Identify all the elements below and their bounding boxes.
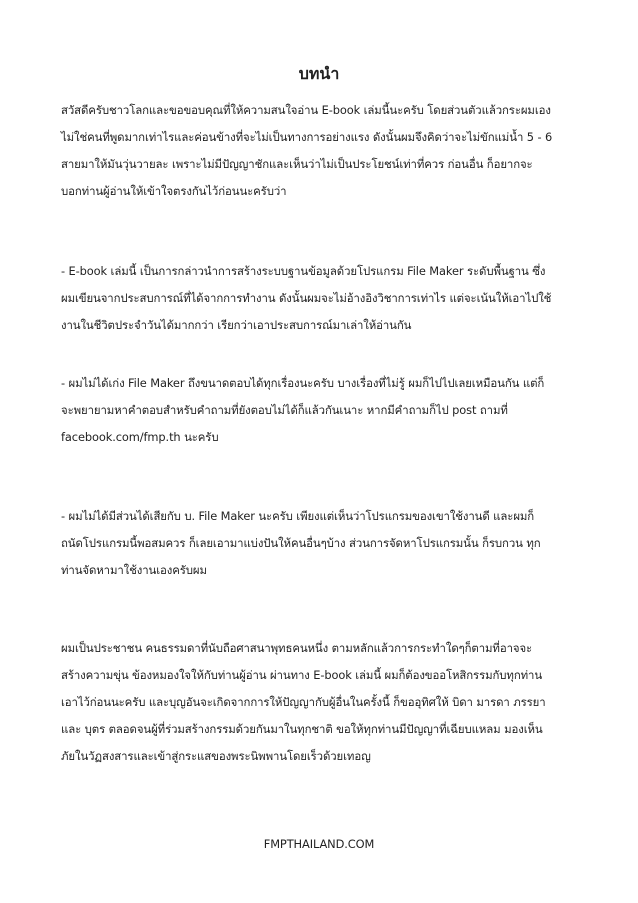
paragraph-line: ผมเขียนจากประสบการณ์ที่ได้จากการทำงาน ดังนั้นผมจะไม่อ้างอิงวิชาการเท่าไร แต่จะเน้นให้เอาไปใช้ xyxy=(61,291,552,305)
paragraph-line: - ผมไม่ได้มีส่วนได้เสียกับ บ. File Maker นะครับ เพียงแต่เห็นว่าโปรแกรมของเขาใช้งานดี และผมก็ xyxy=(61,509,535,523)
paragraph-line: ไม่ใช่คนที่พูดมากเท่าไรและค่อนข้างที่จะไม่เป็นทางการอย่างแรง ดังนั้นผมจึงคิดว่าจะไม่ขักแม่น้ำ 5 - 6 xyxy=(61,130,553,144)
paragraph-line: และ บุตร ตลอดจนผู้ที่ร่วมสร้างกรรมด้วยกันมาในทุกชาติ ขอให้ทุกท่านมีปัญญาที่เฉียบแหลม มองเห็น xyxy=(61,722,543,736)
paragraph-line: - ผมไม่ได้เก่ง File Maker ถึงขนาดตอบได้ทุกเรื่องนะครับ บางเรื่องที่ไม่รู้ ผมก็ไปไปเลยเหมือนกัน แต่ก็ xyxy=(61,376,545,390)
paragraph-line: จะพยายามหาคำตอบสำหรับคำถามที่ยังตอบไม่ได้ก็แล้วกันเนาะ หากมีคำถามก็ไป post ถามที่ xyxy=(61,403,508,417)
paragraph-line: สายมาให้มันวุ่นวายละ เพราะไม่มีปัญญาชักและเห็นว่าไม่เป็นประโยชน์เท่าที่ควร ก่อนอื่น ก็อยากจะ xyxy=(61,157,533,171)
paragraph-line: งานในชีวิตประจำวันได้มากกว่า เรียกว่าเอาประสบการณ์มาเล่าให้อ่านกัน xyxy=(61,318,412,332)
paragraph-line: - E-book เล่มนี้ เป็นการกล่าวนำการสร้างระบบฐานข้อมูลด้วยโปรแกรม File Maker ระดับพื้นฐาน ซึ่ง xyxy=(61,264,546,278)
paragraph-disclaimer xyxy=(61,503,586,584)
paragraph-introduction xyxy=(61,97,586,205)
paragraph-line: ภัยในวัฏสงสารและเข้าสู่กระแสของพระนิพพานโดยเร็วด้วยเทอญ xyxy=(61,749,371,763)
paragraph-line: สวัสดีครับชาวโลกและขอขอบคุณที่ให้ความสนใจอ่าน E-book เล่มนี้นะครับ โดยส่วนตัวแล้วกระผมเอง xyxy=(61,103,551,117)
paragraph-ebook-scope xyxy=(61,258,586,339)
paragraph-line: สร้างความขุ่น ข้องหมองใจให้กับท่านผู้อ่าน ผ่านทาง E-book เล่มนี้ ผมก็ต้องขออโหสิกรรมกับทุกท่าน xyxy=(61,668,543,682)
paragraph-line: facebook.com/fmp.th นะครับ xyxy=(61,430,219,444)
page-footer: FMPTHAILAND.COM xyxy=(263,837,375,851)
paragraph-dedication xyxy=(61,635,586,770)
paragraph-questions xyxy=(61,370,586,451)
paragraph-line: เอาไว้ก่อนนะครับ และบุญอันจะเกิดจากการให้ปัญญากับผู้อื่นในครั้งนี้ ก็ขออุทิศให้ บิดา มารดา ภรรยา xyxy=(61,695,546,709)
paragraph-line: บอกท่านผู้อ่านให้เข้าใจตรงกันไว้ก่อนนะครับว่า xyxy=(61,184,287,198)
paragraph-line: ผมเป็นประชาชน คนธรรมดาที่นับถือศาสนาพุทธคนหนึ่ง ตามหลักแล้วการกระทำใดๆก็ตามที่อาจจะ xyxy=(61,641,533,655)
paragraph-line: ท่านจัดหามาใช้งานเองครับผม xyxy=(61,563,207,577)
page-title: บทนำ xyxy=(298,64,340,83)
paragraph-line: ถนัดโปรแกรมนี้พอสมควร ก็เลยเอามาแบ่งปันให้คนอื่นๆบ้าง ส่วนการจัดหาโปรแกรมนั้น ก็รบกวน ทุก xyxy=(61,536,541,550)
